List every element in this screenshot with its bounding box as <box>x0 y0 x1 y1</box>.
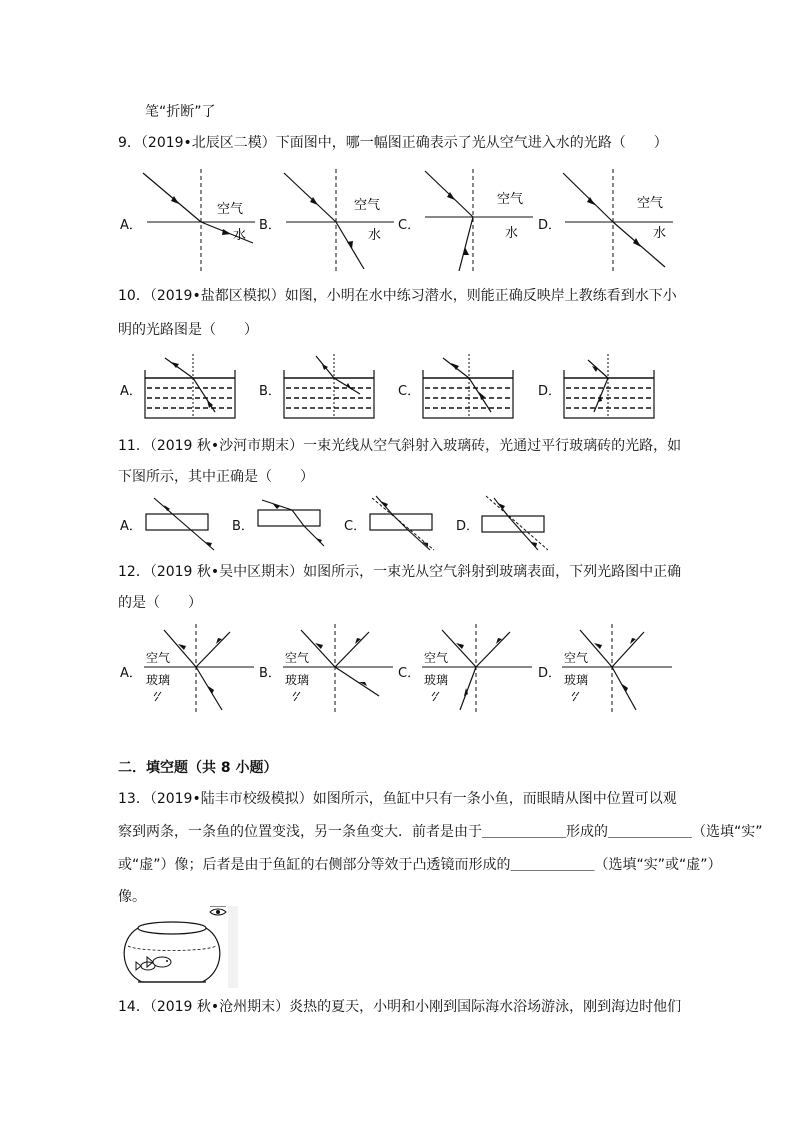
q9d-air-label: 空气 <box>637 196 664 211</box>
q9-figure-a <box>137 167 257 272</box>
q13-stem-line4: 像。 <box>118 889 146 905</box>
q11-option-c-label: C． <box>344 519 367 534</box>
q11-option-b-label: B． <box>232 519 254 534</box>
q10-option-a-label: A． <box>120 384 142 399</box>
q12c-glass-label: 玻璃 <box>424 673 449 687</box>
q9d-water-label: 水 <box>653 226 667 241</box>
q12-stem-line2: 的是（ ） <box>118 595 202 611</box>
q11-option-a-label: A． <box>120 519 142 534</box>
q10-figure-c <box>421 352 516 422</box>
q9b-air-label: 空气 <box>354 198 381 213</box>
q11-figure-c <box>364 494 439 552</box>
q12-figure-d <box>560 622 675 714</box>
q9a-air-label: 空气 <box>217 202 244 217</box>
q12b-air-label: 空气 <box>285 651 310 665</box>
q13-stem-line1: 13．（2019•陆丰市校级模拟）如图所示，鱼缸中只有一条小鱼，而眼睛从图中位置可以观 <box>118 791 677 807</box>
q13-fishbowl-figure <box>118 906 238 988</box>
q10-figure-b <box>282 352 377 422</box>
q9-figure-d <box>555 167 675 272</box>
q12-figure-c <box>420 622 535 714</box>
q11-figure-a <box>140 494 215 552</box>
q12-figure-a <box>142 622 257 714</box>
q9-figure-b <box>276 167 396 272</box>
q12-option-b-label: B． <box>259 666 281 681</box>
q12a-air-label: 空气 <box>146 651 171 665</box>
q12-option-c-label: C． <box>398 666 421 681</box>
q12b-glass-label: 玻璃 <box>285 673 310 687</box>
q13-stem-line3: 或“虚”）像；后者是由于鱼缸的右侧部分等效于凸透镜而形成的＿＿＿＿＿＿（选填“实”或“虚”） <box>118 857 722 873</box>
q12d-glass-label: 玻璃 <box>564 673 589 687</box>
q12-stem-line1: 12．（2019 秋•吴中区期末）如图所示，一束光从空气斜射到玻璃表面，下列光路图中正确 <box>118 564 682 580</box>
q9c-air-label: 空气 <box>497 192 524 207</box>
q10-stem-line1: 10．（2019•盐都区模拟）如图，小明在水中练习潜水，则能正确反映岸上教练看到水下小 <box>118 288 677 304</box>
q12d-air-label: 空气 <box>564 651 589 665</box>
q13-stem-line2: 察到两条，一条鱼的位置变浅，另一条鱼变大．前者是由于＿＿＿＿＿＿形成的＿＿＿＿＿＿（选填“实” <box>118 824 763 840</box>
q14-stem-line1: 14．（2019 秋•沧州期末）炎热的夏天，小明和小刚到国际海水浴场游泳，刚到海边时他们 <box>118 999 682 1015</box>
q11-stem-line2: 下图所示，其中正确是（ ） <box>118 469 314 485</box>
q11-option-d-label: D． <box>456 519 480 534</box>
q12-option-d-label: D． <box>538 666 562 681</box>
q10-figure-d <box>562 352 657 422</box>
q9b-water-label: 水 <box>368 228 382 243</box>
q11-figure-d <box>476 494 551 552</box>
eye-icon <box>210 906 226 915</box>
q10-option-c-label: C． <box>398 384 421 399</box>
q10-figure-a <box>143 352 238 422</box>
q12-figure-b <box>281 622 396 714</box>
q11-figure-b <box>252 494 327 552</box>
q10-option-b-label: B． <box>259 384 281 399</box>
q9-option-a-label: A． <box>120 218 142 233</box>
q9-option-d-label: D． <box>538 218 562 233</box>
q9a-water-label: 水 <box>233 228 247 243</box>
q9-figure-c <box>415 167 535 272</box>
q9-option-c-label: C． <box>398 218 421 233</box>
q9-stem: 9．（2019•北辰区二模）下面图中，哪一幅图正确表示了光从空气进入水的光路（ ） <box>118 135 668 151</box>
q9c-water-label: 水 <box>505 226 519 241</box>
q12c-air-label: 空气 <box>424 651 449 665</box>
q10-stem-line2: 明的光路图是（ ） <box>118 322 258 338</box>
q12-option-a-label: A． <box>120 666 142 681</box>
q10-option-d-label: D． <box>538 384 562 399</box>
q9-option-b-label: B． <box>259 218 281 233</box>
q11-stem-line1: 11．（2019 秋•沙河市期末）一束光线从空气斜射入玻璃砖，光通过平行玻璃砖的光路，如 <box>118 438 682 454</box>
intro-line: 笔“折断”了 <box>145 104 216 120</box>
q12a-glass-label: 玻璃 <box>146 673 171 687</box>
section-2-heading: 二．填空题（共 8 小题） <box>118 760 278 776</box>
